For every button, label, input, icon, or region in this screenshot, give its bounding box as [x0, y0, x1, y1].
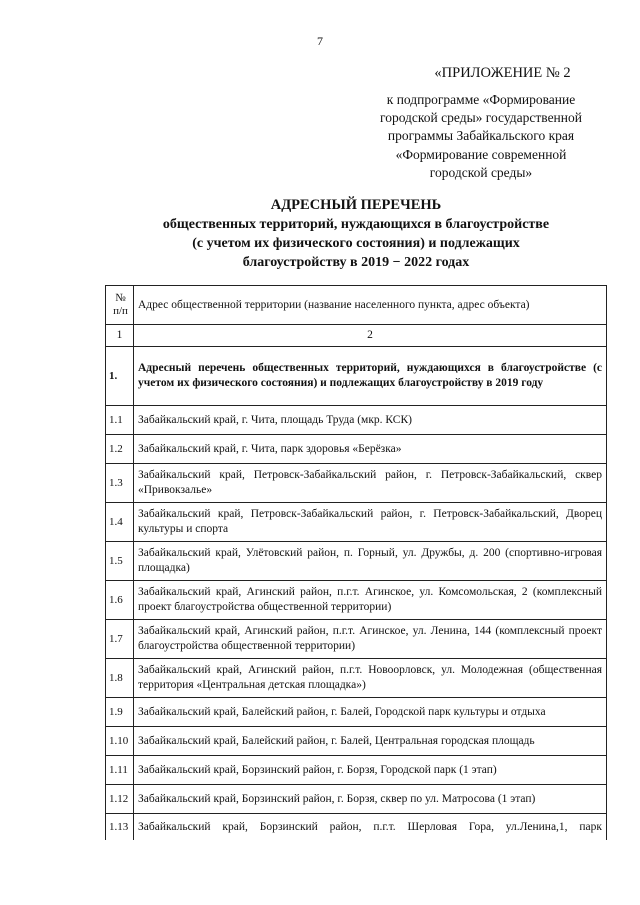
document-heading-line: (с учетом их физического состояния) и подлежащих: [192, 236, 520, 251]
page-number: 7: [317, 34, 323, 48]
table-row: [106, 620, 607, 659]
row-num-cell: 1.4: [106, 503, 134, 542]
row-address-cell: Забайкальский край, Улётовский район, п. Горный, ул. Дружбы, д. 200 (спортивно-игровая площадка): [134, 542, 607, 581]
table-row: [106, 659, 607, 698]
table-row: [106, 756, 607, 785]
row-num-cell: 1.11: [106, 756, 134, 785]
table-row: [106, 698, 607, 727]
header-num-cell: [106, 286, 134, 325]
address-table: [105, 285, 607, 840]
row-num-cell: 1.12: [106, 785, 134, 814]
row-num-cell: 1.2: [106, 435, 134, 464]
row-address-cell: Забайкальский край, г. Чита, парк здоровья «Берёзка»: [134, 435, 607, 464]
row-address-cell: Забайкальский край, Борзинский район, г. Борзя, Городской парк (1 этап): [134, 756, 607, 785]
appendix-subtitle-line: городской среды» государственной: [380, 110, 582, 126]
row-address-cell: Забайкальский край, Балейский район, г. Балей, Центральная городская площадь: [134, 727, 607, 756]
appendix-subtitle-line: к подпрограмме «Формирование: [386, 92, 576, 107]
column-number-cell: 1: [106, 325, 134, 347]
header-address-cell: Адрес общественной территории (название населенного пункта, адрес объекта): [134, 286, 607, 325]
row-num-cell: 1.10: [106, 727, 134, 756]
table-row: [106, 503, 607, 542]
table-header-row: [106, 286, 607, 325]
document-heading-line: благоустройству в 2019 − 2022 годах: [242, 255, 470, 270]
appendix-title: «ПРИЛОЖЕНИЕ № 2: [434, 65, 571, 81]
row-num-cell: 1.7: [106, 620, 134, 659]
row-address-cell: Забайкальский край, Агинский район, п.г.т. Агинское, ул. Ленина, 144 (комплексный проект благоустройства общественной территории): [134, 620, 607, 659]
row-address-cell: Забайкальский край, Агинский район, п.г.т. Новоорловск, ул. Молодежная (общественная территория «Центральная детская площадка»): [134, 659, 607, 698]
row-num-cell: 1.13: [106, 814, 134, 841]
row-num-cell: 1.9: [106, 698, 134, 727]
appendix-subtitle-line: программы Забайкальского края: [387, 128, 575, 144]
row-num-cell: 1.6: [106, 581, 134, 620]
table-row: [106, 581, 607, 620]
row-address-cell: Забайкальский край, Балейский район, г. Балей, Городской парк культуры и отдыха: [134, 698, 607, 727]
row-address-cell: Забайкальский край, Агинский район, п.г.т. Агинское, ул. Комсомольская, 2 (комплексный проект благоустройства общественной территории): [134, 581, 607, 620]
row-num-cell: 1.8: [106, 659, 134, 698]
row-address-cell: Забайкальский край, г. Чита, площадь Труда (мкр. КСК): [134, 406, 607, 435]
table-row: [106, 435, 607, 464]
document-heading-line: общественных территорий, нуждающихся в благоустройстве: [162, 217, 550, 232]
column-number-cell: 2: [134, 325, 607, 347]
appendix-subtitle-line: городской среды»: [429, 164, 533, 180]
appendix-subtitle: [362, 91, 600, 182]
section-num-cell: 1.: [106, 347, 134, 406]
appendix-subtitle-line: «Формирование современной: [395, 146, 567, 162]
row-address-cell: Забайкальский край, Борзинский район, п.г.т. Шерловая Гора, ул.Ленина,1, парк: [134, 814, 607, 841]
table-row: [106, 542, 607, 581]
header-num-label: №: [115, 292, 126, 304]
row-num-cell: 1.5: [106, 542, 134, 581]
document-heading: [106, 196, 606, 272]
table-row: [106, 464, 607, 503]
document-title: АДРЕСНЫЙ ПЕРЕЧЕНЬ: [270, 197, 442, 213]
row-num-cell: 1.1: [106, 406, 134, 435]
table-row: [106, 785, 607, 814]
section-text-cell: Адресный перечень общественных территорий, нуждающихся в благоустройстве (с учетом их физического состояния) и подлежащих благоустройству в 2019 году: [134, 347, 607, 406]
row-address-cell: Забайкальский край, Борзинский район, г. Борзя, сквер по ул. Матросова (1 этап): [134, 785, 607, 814]
row-address-cell: Забайкальский край, Петровск-Забайкальский район, г. Петровск-Забайкальский, Дворец культуры и спорта: [134, 503, 607, 542]
table-row: [106, 406, 607, 435]
column-number-row: [106, 325, 607, 347]
table-row: [106, 814, 607, 841]
header-num-label: п/п: [113, 305, 128, 317]
row-num-cell: 1.3: [106, 464, 134, 503]
row-address-cell: Забайкальский край, Петровск-Забайкальский район, г. Петровск-Забайкальский, сквер «Привокзалье»: [134, 464, 607, 503]
table-row: [106, 727, 607, 756]
section-row: [106, 347, 607, 406]
